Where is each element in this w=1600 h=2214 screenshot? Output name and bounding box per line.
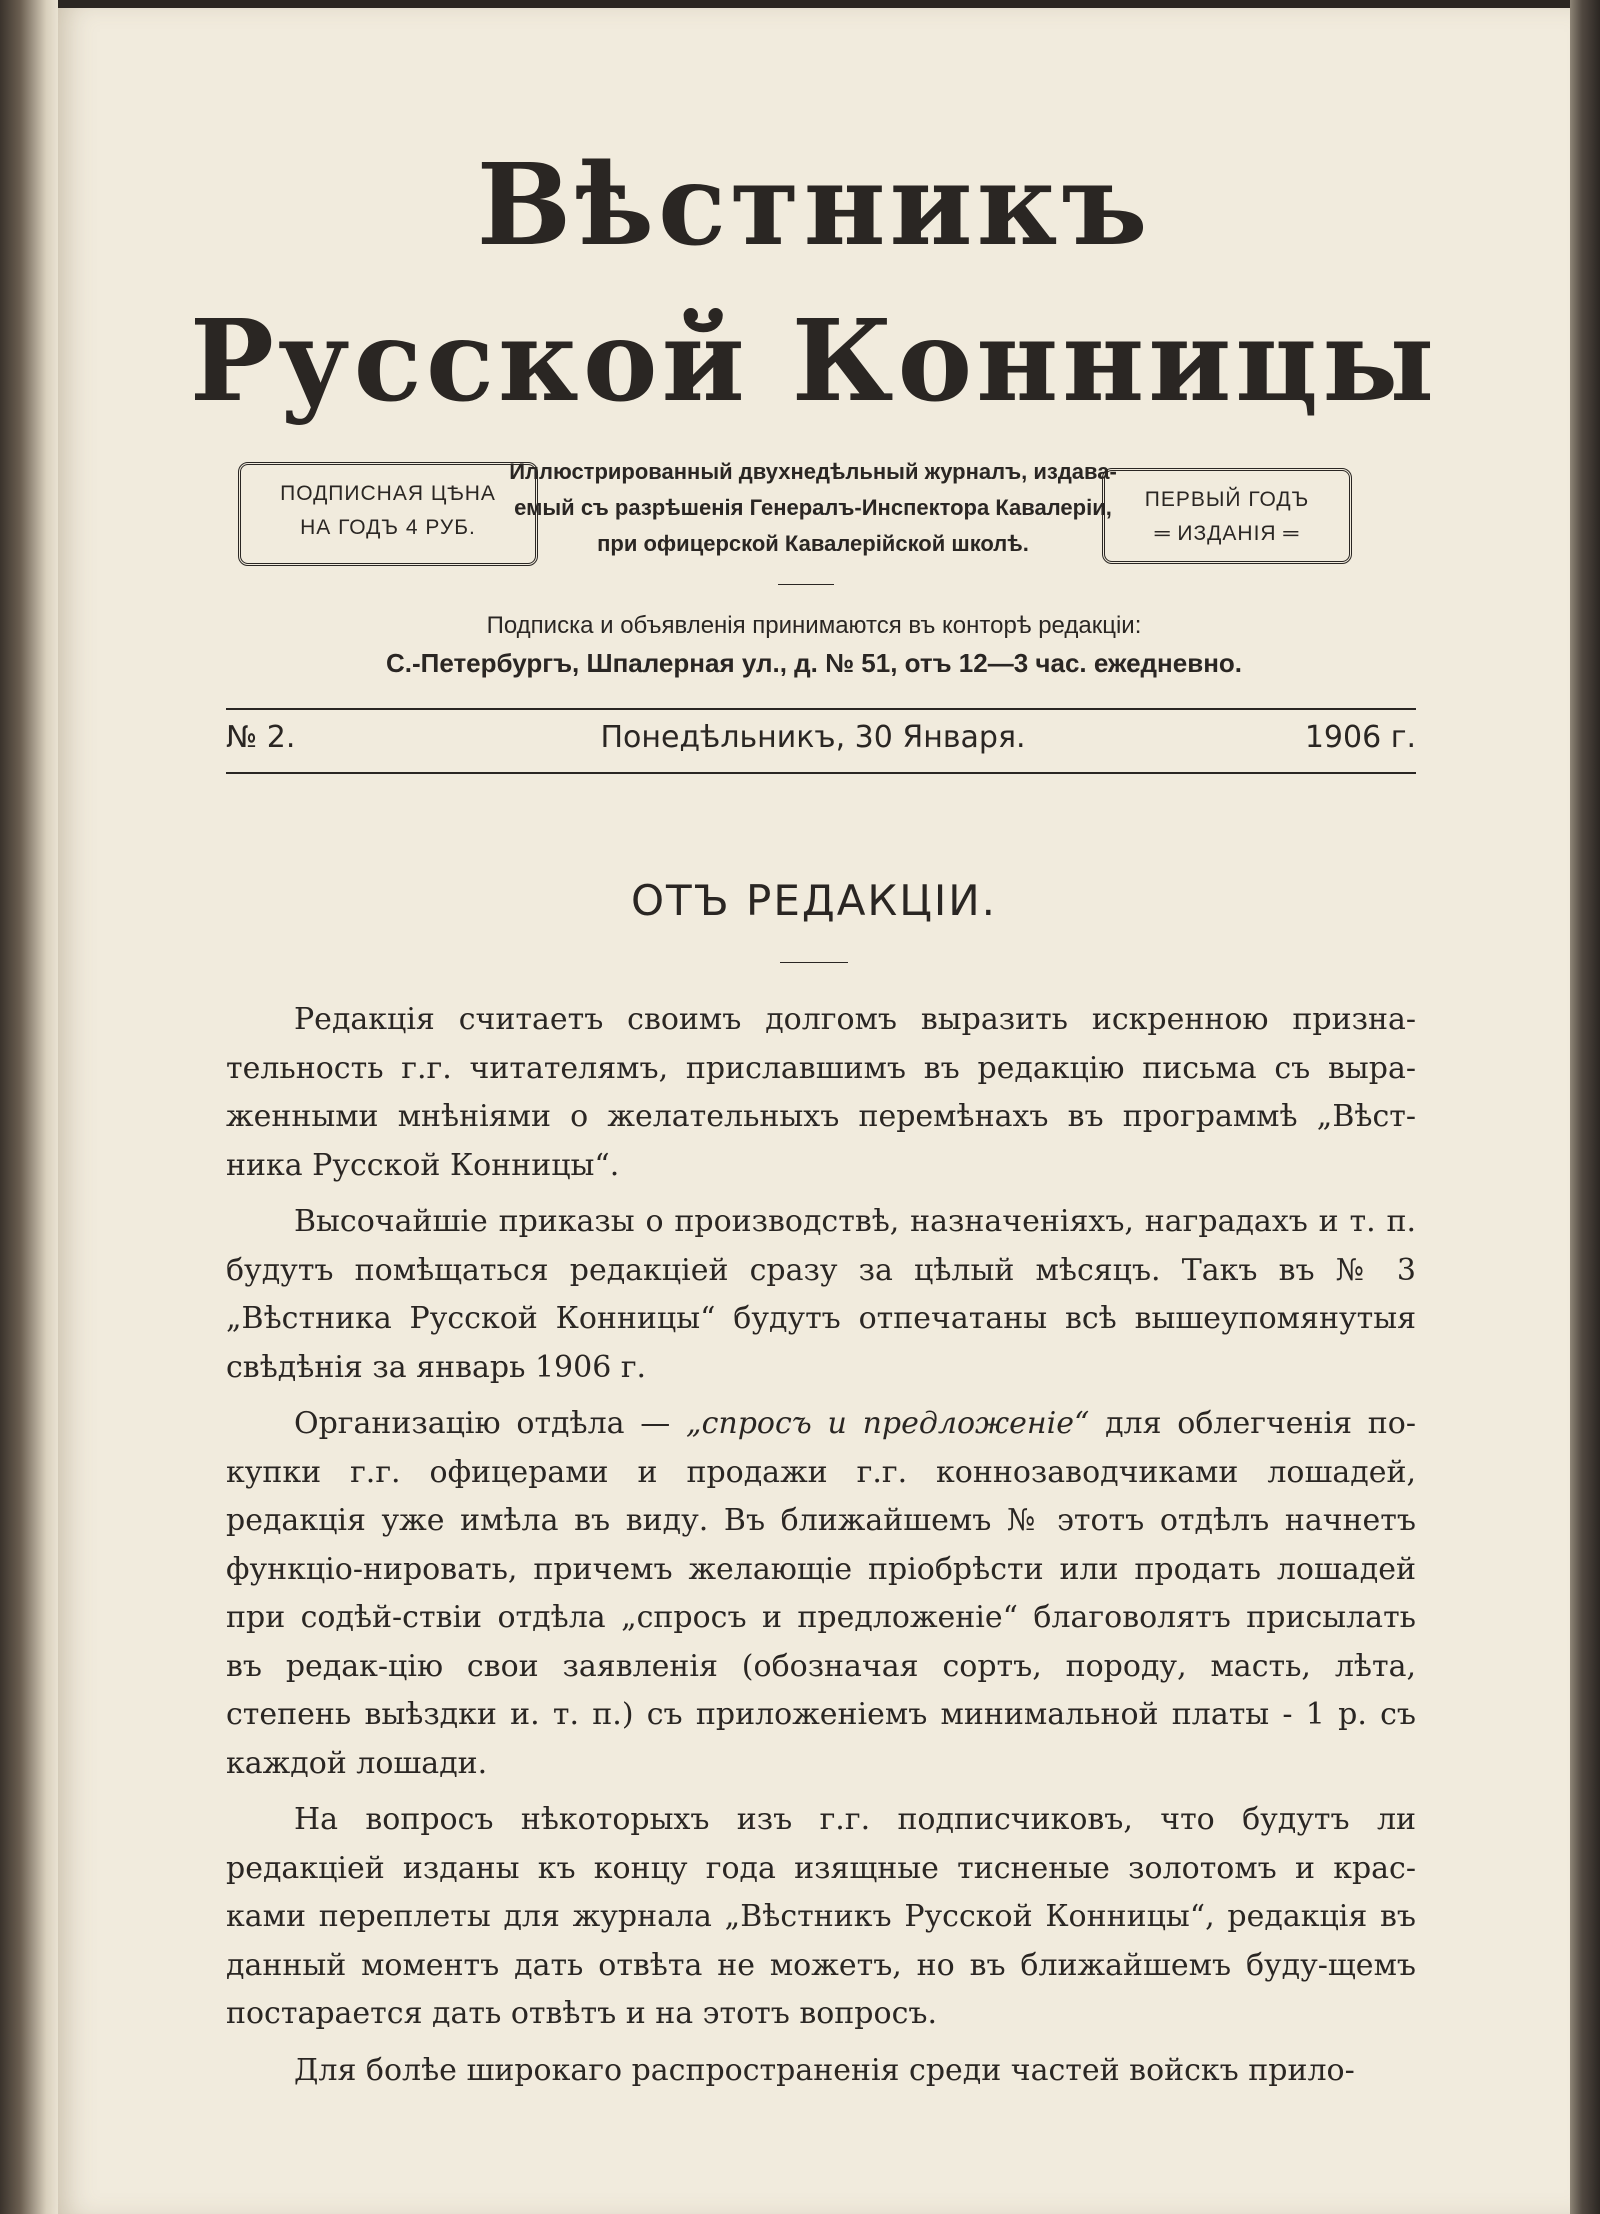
article-paragraph-2: Высочайшіе приказы о производствѣ, назначеніяхъ, наградахъ и т. п. будутъ помѣщаться редакціей сразу за цѣлый мѣсяцъ. Такъ въ № 3 „Вѣстника Русской Конницы“ будутъ отпечатаны всѣ вышеупомянутыя свѣдѣнія за январь 1906 г. — [226, 1204, 1416, 1385]
subscription-info: Подписка и объявленія принимаются въ конторѣ редакціи: — [486, 612, 1142, 639]
first-year-box — [1102, 468, 1352, 564]
issue-date: Понедѣльникъ, 30 Января. — [600, 720, 1026, 755]
issue-bottom-rule — [226, 772, 1416, 774]
paragraph-3-start: Организацію отдѣла — — [294, 1406, 687, 1441]
journal-page — [58, 8, 1570, 2214]
article-paragraph-5: Для болѣе широкаго распространенія среди частей войскъ прило- — [294, 2052, 1355, 2088]
description-line-2: емый съ разрѣшенія Генералъ-Инспектора Кавалеріи, — [514, 495, 1112, 520]
article-paragraph-1: Редакція считаетъ своимъ долгомъ выразить искренною призна-тельность г.г. читателямъ, приславшимъ въ редакцію письма съ выра-женными мнѣніями о желательныхъ перемѣнахъ въ программѣ „Вѣст-ника Русской Конницы“. — [226, 1002, 1416, 1183]
subscription-price-box — [238, 462, 538, 566]
article-body — [226, 996, 1416, 2103]
journal-description — [508, 454, 1118, 562]
article-paragraph-4: На вопросъ нѣкоторыхъ изъ г.г. подписчиковъ, что будутъ ли редакціей изданы къ концу года изящные тисненые золотомъ и крас-ками переплеты для журнала „Вѣстникъ Русской Конницы“, редакція въ данный моментъ дать отвѣта не можетъ, но въ ближайшемъ буду-щемъ постарается дать отвѣтъ и на этотъ вопросъ. — [226, 1802, 1416, 2031]
price-box-line-1: ПОДПИСНАЯ ЦѢНА — [280, 482, 496, 505]
masthead-line-1: Вѣстникъ — [476, 140, 1152, 271]
issue-top-rule — [226, 708, 1416, 710]
paragraph-3-end: для облегченія по-купки г.г. офицерами и продажи г.г. коннозаводчиками лошадей, редакція уже имѣла въ виду. Въ ближайшемъ № этотъ отдѣлъ начнетъ функціо-нировать, причемъ желающіе пріобрѣсти или продать лошадей при содѣй-ствіи отдѣла „спросъ и предложеніе“ благоволятъ присылать въ редак-цію свои заявленія (обозначая сортъ, породу, масть, лѣта, степень выѣздки и. т. п.) съ приложеніемъ минимальной платы - 1 р. съ каждой лошади. — [226, 1406, 1416, 1781]
year-box-line-1: ПЕРВЫЙ ГОДЪ — [1144, 488, 1310, 511]
masthead-line-2: Русской Конницы — [189, 296, 1439, 427]
price-box-line-2: НА ГОДЪ 4 РУБ. — [300, 516, 476, 539]
title-divider — [780, 962, 848, 963]
article-title: ОТЪ РЕДАКЦІИ. — [630, 876, 998, 925]
description-line-3: при офицерской Кавалерійской школѣ. — [597, 531, 1029, 556]
description-divider — [778, 584, 834, 585]
page-edge — [1570, 0, 1600, 2214]
office-address: С.-Петербургъ, Шпалерная ул., д. № 51, отъ 12—3 час. ежедневно. — [385, 648, 1243, 678]
issue-year: 1906 г. — [1304, 720, 1416, 755]
book-spine — [0, 0, 58, 2214]
article-paragraph-3 — [226, 1400, 1416, 1788]
supply-demand-italic: „спросъ и предложеніе“ — [686, 1406, 1090, 1441]
year-box-line-2: ═ ИЗДАНІЯ ═ — [1154, 522, 1300, 545]
issue-number: № 2. — [226, 720, 296, 755]
description-line-1: Иллюстрированный двухнедѣльный журналъ, издава- — [509, 459, 1117, 484]
